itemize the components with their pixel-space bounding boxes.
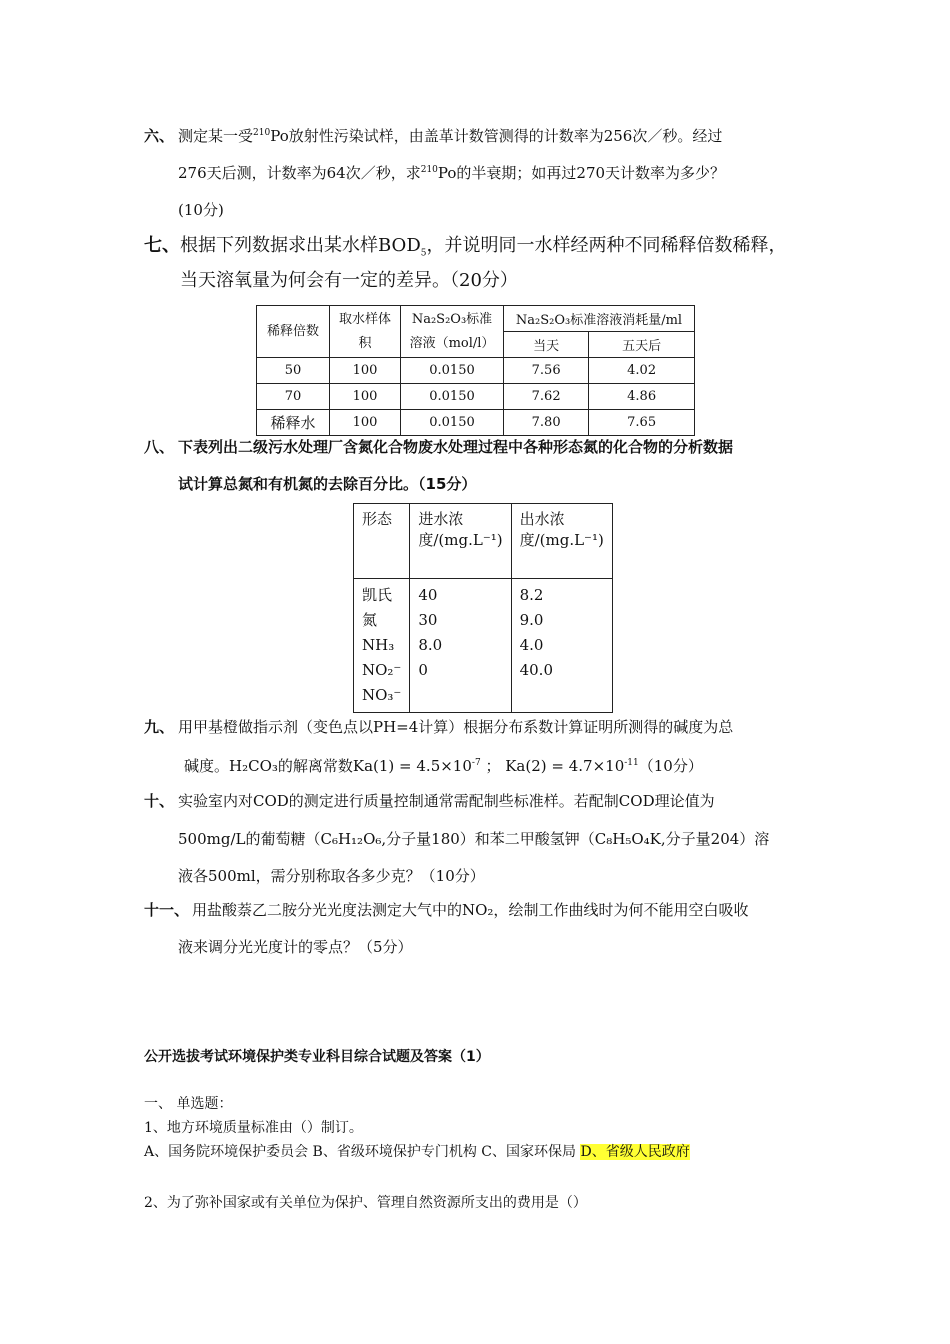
cell: 7.62 [504, 384, 589, 410]
options-text: A、国务院环境保护委员会 B、省级环境保护专门机构 C、国家环保局 [144, 1144, 581, 1160]
q8-line1: 下表列出二级污水处理厂含氮化合物废水处理过程中各种形态氮的化合物的分析数据 [178, 438, 734, 456]
question-1-options [144, 1142, 690, 1162]
th-inflow: 进水浓度/(mg.L⁻¹) [410, 504, 511, 579]
cell: 7.65 [589, 410, 695, 436]
table-row [257, 358, 695, 384]
value: 40 [418, 586, 438, 604]
th-volume: 取水样体积 [330, 306, 401, 358]
cell: 100 [330, 410, 401, 436]
cell: 7.56 [504, 358, 589, 384]
q11-line2: 液来调分光光度计的零点？（5分） [178, 938, 413, 956]
form-item: NO₂⁻ [362, 661, 402, 679]
q10-line2: 500mg/L的葡萄糖（C₆H₁₂O₆,分子量180）和苯二甲酸氢钾（C₈H₅O₄K,分子量204）溶 [178, 830, 770, 848]
q6-line2: 276天后测，计数率为64次／秒，求$^{210}$Po的半衰期；如再过270天计数率为多少？ [178, 164, 726, 182]
cell: 50 [257, 358, 330, 384]
q9-label: 九、 [144, 718, 175, 736]
value: 8.0 [418, 636, 443, 654]
q10-label: 十、 [144, 792, 175, 810]
cell: 70 [257, 384, 330, 410]
th-dilution: 稀释倍数 [257, 306, 330, 358]
q11-label: 十一、 [144, 901, 190, 919]
value: 9.0 [519, 611, 544, 629]
q10-line1: 实验室内对COD的测定进行质量控制通常需配制些标准样。若配制COD理论值为 [178, 792, 715, 810]
form-item: 凯氏氮 [362, 586, 393, 629]
part-heading: 一、 单选题： [144, 1096, 233, 1112]
value: 30 [418, 611, 438, 629]
col-forms [354, 579, 410, 713]
q7-line1: 根据下列数据求出某水样$BOD_5$，并说明同一水样经两种不同稀释倍数稀释， [180, 235, 787, 259]
cell: 4.02 [589, 358, 695, 384]
q7-label: 七、 [144, 235, 180, 256]
table-row [257, 384, 695, 410]
table-row [257, 410, 695, 436]
q6-label: 六、 [144, 127, 175, 145]
cell: 0.0150 [401, 384, 504, 410]
value: 8.2 [519, 586, 544, 604]
value: 4.0 [519, 636, 544, 654]
answer-highlight: D、省级人民政府 [580, 1144, 690, 1160]
cell: 7.80 [504, 410, 589, 436]
form-item: NO₃⁻ [362, 686, 402, 704]
col-inflow [410, 579, 511, 713]
question-2: 2、为了弥补国家或有关单位为保护、管理自然资源所支出的费用是（） [144, 1195, 587, 1211]
q6-line1: 测定某一受$^{210}$Po放射性污染试样，由盖革计数管测得的计数率为256次／秒。经过 [178, 127, 723, 145]
q9-line1: 用甲基橙做指示剂（变色点以PH=4计算）根据分布系数计算证明所测得的碱度为总 [178, 718, 734, 736]
nitrogen-table [353, 503, 613, 713]
q10-line3: 液各500ml，需分别称取各多少克？（10分） [178, 867, 485, 885]
q11-line1: 用盐酸萘乙二胺分光光度法测定大气中的NO₂，绘制工作曲线时为何不能用空白吸收 [192, 901, 749, 919]
value: 40.0 [519, 661, 553, 679]
cell: 100 [330, 384, 401, 410]
q9-line2: 碱度。H₂CO₃的解离常数$Ka(1) = 4.5\times 10^{-7}$ ； $Ka(2) = 4.7\times 10^{-11}(10$分） [184, 757, 703, 775]
th-day0: 当天 [504, 332, 589, 358]
q6-line3: (10分) [178, 201, 224, 219]
th-day5: 五天后 [589, 332, 695, 358]
cell: 0.0150 [401, 358, 504, 384]
cell: 0.0150 [401, 410, 504, 436]
th-concentration: Na₂S₂O₃标准溶液（mol/l） [401, 306, 504, 358]
form-item: NH₃ [362, 636, 395, 654]
section-title: 公开选拔考试环境保护类专业科目综合试题及答案（1） [144, 1049, 490, 1065]
cell: 稀释水 [257, 410, 330, 436]
th-consumption: Na₂S₂O₃标准溶液消耗量/ml [504, 306, 695, 332]
question-1: 1、地方环境质量标准由（）制订。 [144, 1120, 363, 1136]
q8-line2: 试计算总氮和有机氮的去除百分比。（15分） [178, 475, 477, 493]
col-outflow [511, 579, 612, 713]
q8-label: 八、 [144, 438, 175, 456]
value: 0 [418, 661, 428, 679]
cell: 4.86 [589, 384, 695, 410]
q7-line2: 当天溶氧量为何会有一定的差异。（20分） [180, 270, 518, 291]
th-outflow: 出水浓度/(mg.L⁻¹) [511, 504, 612, 579]
bod-table [256, 305, 695, 436]
th-form: 形态 [354, 504, 410, 579]
cell: 100 [330, 358, 401, 384]
